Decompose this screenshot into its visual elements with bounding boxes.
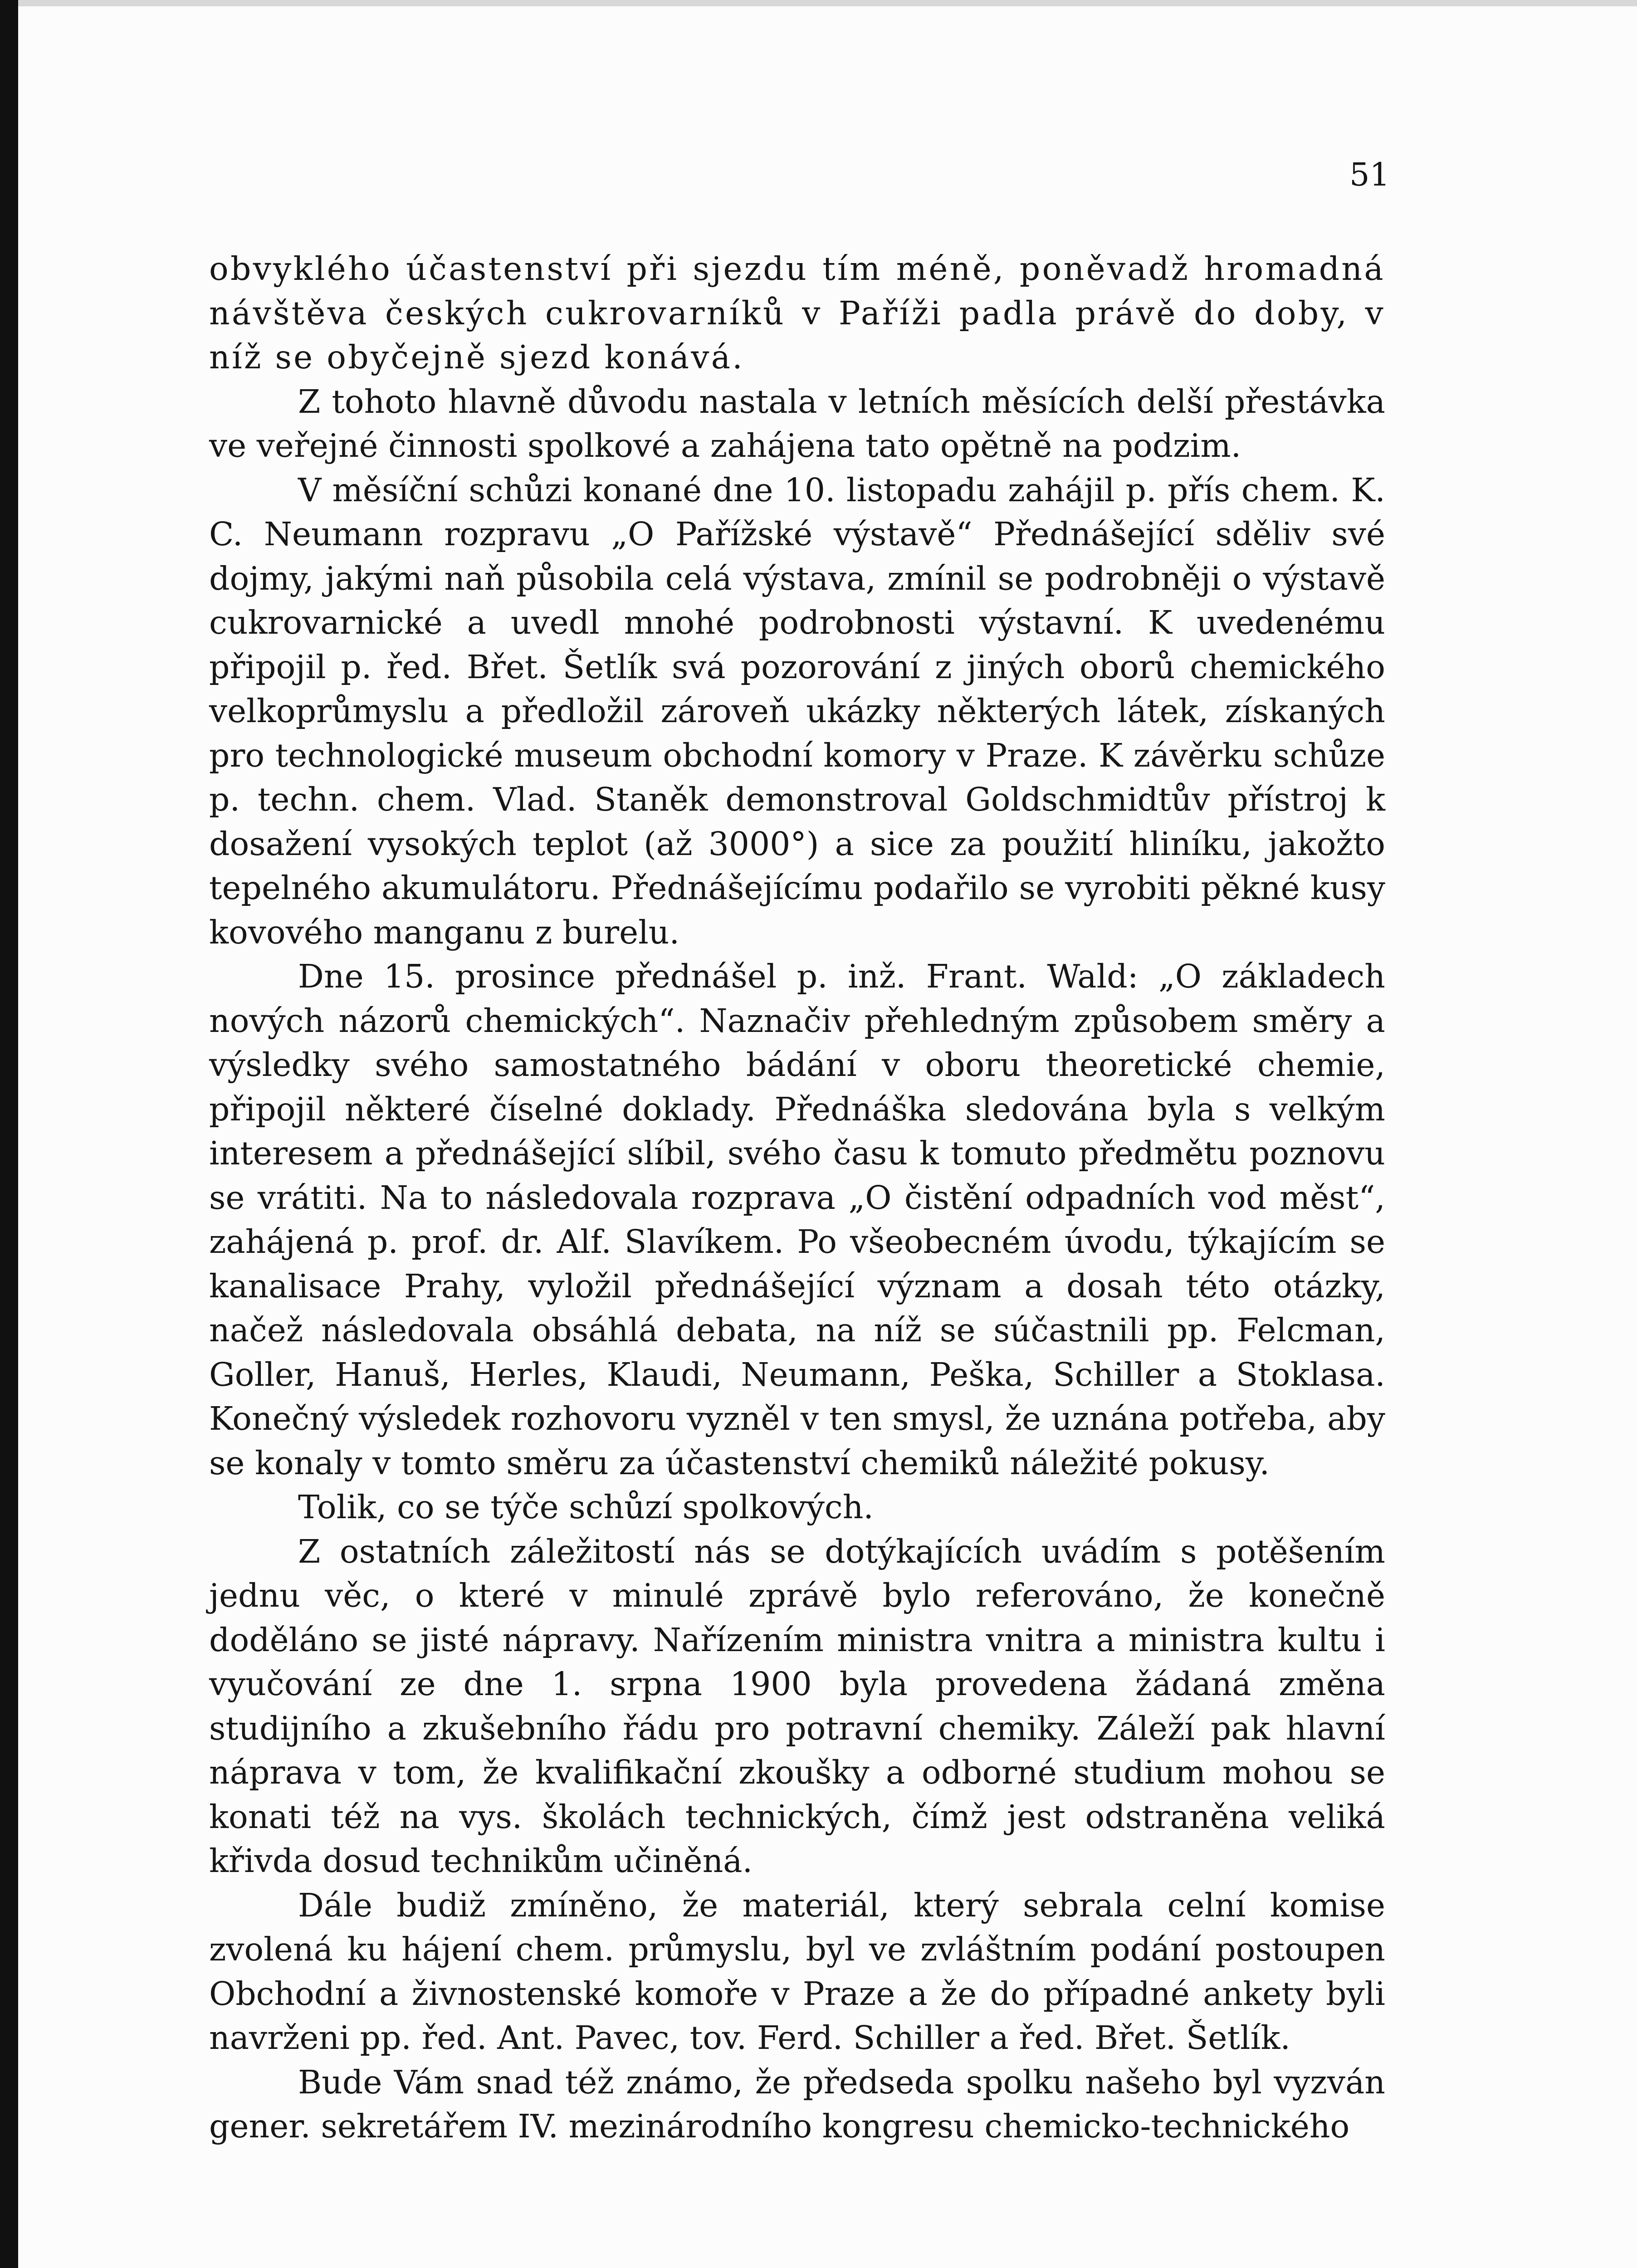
document-page <box>18 6 1637 2268</box>
paragraph-7: Dále budiž zmíněno, že materiál, který sebrala celní komise zvolená ku hájení chem. průmyslu, byl ve zvláštním podání postoupen Obchodní a živnostenské komoře v Praze a že do případné ankety byli navrženi pp. řed. Ant. Pavec, tov. Ferd. Schiller a řed. Břet. Šetlík. <box>209 1886 1385 2057</box>
paragraph-3: V měsíční schůzi konané dne 10. listopadu zahájil p. přís chem. K. C. Neumann rozpravu „O Pařížské výstavě“ Přednášející sděliv své dojmy, jakými naň působila celá výstava, zmínil se podrobněji o výstavě cukrovarnické a uvedl mnohé podrobnosti výstavní. K uvedenému připojil p. řed. Břet. Šetlík svá pozorování z jiných oborů chemického velkoprůmyslu a předložil zároveň ukázky některých látek, získaných pro technologické museum obchodní komory v Praze. K závěrku schůze p. techn. chem. Vlad. Staněk demonstroval Goldschmidtův přístroj k dosažení vysokých teplot (až 3000°) a sice za použití hliníku, jakožto tepelného akumulátoru. Přednášejícímu podařilo se vyrobiti pěkné kusy kovového manganu z burelu. <box>209 471 1385 951</box>
paragraph-2: Z tohoto hlavně důvodu nastala v letních měsících delší přestávka ve veřejné činnosti spolkové a zahájena tato opětně na podzim. <box>209 382 1385 464</box>
paragraph-6: Z ostatních záležitostí nás se dotýkajících uvádím s potěšením jednu věc, o které v minulé zprávě bylo referováno, že konečně doděláno se jisté nápravy. Nařízením ministra vnitra a ministra kultu i vyučování ze dne 1. srpna 1900 byla provedena žádaná změna studijního a zkušebního řádu pro potravní chemiky. Záleží pak hlavní náprava v tom, že kvalifikační zkoušky a odborné studium mohou se konati též na vys. školách technických, čímž jest odstraněna veliká křivda dosud technikům učiněná. <box>209 1532 1385 1880</box>
paragraph-1: obvyklého účastenství při sjezdu tím méně, poněvadž hromadná návštěva českých cukrovarníků v Paříži padla právě do doby, v níž se obyčejně sjezd konává. <box>209 250 1385 376</box>
page-number: 51 <box>1349 156 1390 193</box>
scan-shadow <box>18 0 1637 6</box>
scan-edge <box>0 0 18 2268</box>
body-text <box>209 247 1385 2149</box>
paragraph-4: Dne 15. prosince přednášel p. inž. Frant. Wald: „O základech nových názorů chemických“. Naznačiv přehledným způsobem směry a výsledky svého samostatného bádání v oboru theoretické chemie, připojil některé číselné doklady. Přednáška sledována byla s velkým interesem a přednášející slíbil, svého času k tomuto předmětu poznovu se vrátiti. Na to následovala rozprava „O čistění odpadních vod měst“, zahájená p. prof. dr. Alf. Slavíkem. Po všeobecném úvodu, týkajícím se kanalisace Prahy, vyložil přednášející význam a dosah této otázky, načež následovala obsáhlá debata, na níž se súčastnili pp. Felcman, Goller, Hanuš, Herles, Klaudi, Neumann, Peška, Schiller a Stoklasa. Konečný výsledek rozhovoru vyzněl v ten smysl, že uznána potřeba, aby se konaly v tomto směru za účastenství chemiků náležité pokusy. <box>209 958 1385 1482</box>
paragraph-8: Bude Vám snad též známo, že předseda spolku našeho byl vyzván gener. sekretářem IV. mezinárodního kongresu chemicko-technického <box>209 2063 1385 2145</box>
paragraph-5: Tolik, co se týče schůzí spolkových. <box>298 1488 874 1526</box>
